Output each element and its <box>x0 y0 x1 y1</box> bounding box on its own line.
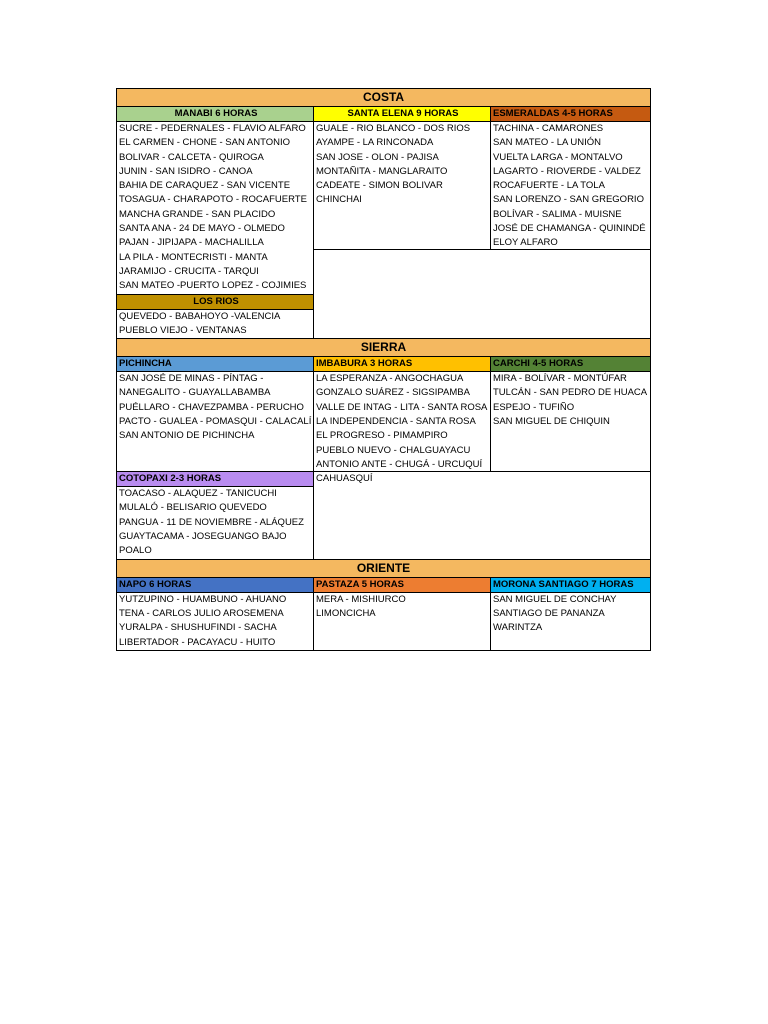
esmeraldas-list <box>491 122 650 251</box>
list-item: ESPEJO - TUFIÑO <box>493 401 575 413</box>
list-item: LIMONCICHA <box>316 607 376 619</box>
list-item: TOSAGUA - CHARAPOTO - ROCAFUERTE <box>119 194 307 206</box>
list-item: WARINTZA <box>493 622 543 634</box>
list-item: SAN MATEO - LA UNIÓN <box>493 137 602 149</box>
list-item: PUEBLO NUEVO - CHALGUAYACU <box>316 444 471 456</box>
list-item: POALO <box>119 545 152 557</box>
list-item: GONZALO SUÁREZ - SIGSIPAMBA <box>316 387 470 399</box>
list-item: PANGUA - 11 DE NOVIEMBRE - ALÁQUEZ <box>119 516 304 528</box>
region-header-oriente: ORIENTE <box>117 560 650 578</box>
list-item: VUELTA LARGA - MONTALVO <box>493 151 623 163</box>
napo-column <box>117 578 314 650</box>
list-item: SAN MIGUEL DE CHIQUIN <box>493 416 610 428</box>
list-item: PAJAN - JIPIJAPA - MACHALILLA <box>119 237 264 249</box>
province-header-santa-elena: SANTA ELENA 9 HORAS <box>314 107 490 122</box>
list-item: SAN MATEO -PUERTO LOPEZ - COJIMIES <box>119 280 307 292</box>
region-header-sierra: SIERRA <box>117 339 650 357</box>
province-header-los-rios: LOS RIOS <box>117 294 313 310</box>
pastaza-column <box>314 578 491 650</box>
list-item: JUNIN - SAN ISIDRO - CANOA <box>119 165 253 177</box>
province-header-pichincha: PICHINCHA <box>117 357 313 372</box>
list-item: GUALE - RIO BLANCO - DOS RIOS <box>316 123 471 134</box>
list-item: CAHUASQUÍ <box>316 473 373 485</box>
list-item: LAGARTO - RIOVERDE - VALDEZ <box>493 165 641 177</box>
morona-list <box>491 593 650 636</box>
list-item: BOLIVAR - CALCETA - QUIROGA <box>119 151 264 163</box>
list-item: TENA - CARLOS JULIO AROSEMENA <box>119 607 284 619</box>
oriente-row <box>117 578 650 650</box>
list-item: GUAYTACAMA - JOSEGUANGO BAJO <box>119 531 287 543</box>
list-item: ROCAFUERTE - LA TOLA <box>493 180 605 192</box>
list-item: SANTIAGO DE PANANZA <box>493 607 605 619</box>
esmeraldas-column <box>491 107 650 249</box>
list-item: LA ESPERANZA - ANGOCHAGUA <box>316 373 464 385</box>
list-item: MIRA - BOLÍVAR - MONTÚFAR <box>493 373 627 385</box>
santa-elena-list <box>314 122 490 208</box>
costa-right-block <box>314 107 650 338</box>
list-item: TULCÁN - SAN PEDRO DE HUACA <box>493 387 648 399</box>
manabi-list <box>117 122 313 294</box>
list-item: MERA - MISHIURCO <box>316 593 406 605</box>
los-rios-list <box>117 310 313 339</box>
costa-right-top <box>314 107 650 250</box>
carchi-column <box>491 357 650 471</box>
list-item: EL CARMEN - CHONE - SAN ANTONIO <box>119 137 291 149</box>
province-header-cotopaxi: COTOPAXI 2-3 HORAS <box>117 472 313 487</box>
cotopaxi-list <box>117 487 313 558</box>
list-item: ELOY ALFARO <box>493 237 558 249</box>
province-header-imbabura: IMBABURA 3 HORAS <box>314 357 490 372</box>
list-item: JOSÉ DE CHAMANGA - QUININDÉ <box>493 223 646 235</box>
regions-table <box>116 88 651 651</box>
list-item: PUEBLO VIEJO - VENTANAS <box>119 324 247 336</box>
list-item: VALLE DE INTAG - LITA - SANTA ROSA <box>316 401 488 413</box>
list-item: SAN JOSE - OLON - PAJISA <box>316 151 439 163</box>
province-header-carchi: CARCHI 4-5 HORAS <box>491 357 650 372</box>
empty-cell <box>314 250 650 338</box>
list-item: TOACASO - ALAQUEZ - TANICUCHI <box>119 488 277 500</box>
empty-cell <box>314 472 650 558</box>
list-item: ANTONIO ANTE - CHUGÁ - URCUQUÍ <box>316 458 483 470</box>
imbabura-column <box>314 357 491 485</box>
list-item: MANCHA GRANDE - SAN PLACIDO <box>119 208 276 220</box>
list-item: CHINCHAI <box>316 194 362 206</box>
cotopaxi-column <box>117 472 314 558</box>
list-item: EL PROGRESO - PIMAMPIRO <box>316 430 448 442</box>
list-item: SAN MIGUEL DE CONCHAY <box>493 593 617 605</box>
napo-list <box>117 593 313 650</box>
list-item: BOLÍVAR - SALIMA - MUISNE <box>493 208 622 220</box>
list-item: YUTZUPINO - HUAMBUNO - AHUANO <box>119 593 287 605</box>
list-item: YURALPA - SHUSHUFINDI - SACHA <box>119 622 277 634</box>
list-item: SAN JOSÉ DE MINAS - PÍNTAG - <box>119 373 264 385</box>
list-item: LA INDEPENDENCIA - SANTA ROSA <box>316 416 476 428</box>
list-item: LA PILA - MONTECRISTI - MANTA <box>119 251 268 263</box>
list-item: TACHINA - CAMARONES <box>493 123 604 134</box>
list-item: QUEVEDO - BABAHOYO -VALENCIA <box>119 310 281 322</box>
pichincha-list <box>117 372 313 443</box>
pastaza-list <box>314 593 490 622</box>
morona-column <box>491 578 650 650</box>
list-item: LIBERTADOR - PACAYACU - HUITO <box>119 636 276 648</box>
province-header-esmeraldas: ESMERALDAS 4-5 HORAS <box>491 107 650 122</box>
list-item: NANEGALITO - GUAYALLABAMBA <box>119 387 271 399</box>
list-item: SUCRE - PEDERNALES - FLAVIO ALFARO <box>119 123 306 134</box>
province-header-manabi: MANABI 6 HORAS <box>117 107 313 122</box>
pichincha-column <box>117 357 314 471</box>
region-header-costa: COSTA <box>117 89 650 107</box>
sierra-lower-row <box>117 472 650 559</box>
list-item: PUÉLLARO - CHAVEZPAMBA - PERUCHO <box>119 401 304 413</box>
list-item: PACTO - GUALEA - POMASQUI - CALACALÍ <box>119 416 312 428</box>
carchi-list <box>491 372 650 429</box>
list-item: AYAMPE - LA RINCONADA <box>316 137 434 149</box>
list-item: JARAMIJO - CRUCITA - TARQUI <box>119 265 259 277</box>
list-item: CADEATE - SIMON BOLIVAR <box>316 180 443 192</box>
province-header-pastaza: PASTAZA 5 HORAS <box>314 578 490 593</box>
santa-elena-column <box>314 107 491 249</box>
list-item: MULALÓ - BELISARIO QUEVEDO <box>119 502 267 514</box>
province-header-morona-santiago: MORONA SANTIAGO 7 HORAS <box>491 578 650 593</box>
province-header-napo: NAPO 6 HORAS <box>117 578 313 593</box>
list-item: SANTA ANA - 24 DE MAYO - OLMEDO <box>119 223 285 235</box>
manabi-column <box>117 107 314 338</box>
imbabura-list <box>314 372 490 486</box>
list-item: BAHIA DE CARAQUEZ - SAN VICENTE <box>119 180 291 192</box>
list-item: SAN ANTONIO DE PICHINCHA <box>119 430 255 442</box>
list-item: SAN LORENZO - SAN GREGORIO <box>493 194 644 206</box>
costa-upper-row <box>117 107 650 339</box>
list-item: MONTAÑITA - MANGLARAITO <box>316 165 448 177</box>
